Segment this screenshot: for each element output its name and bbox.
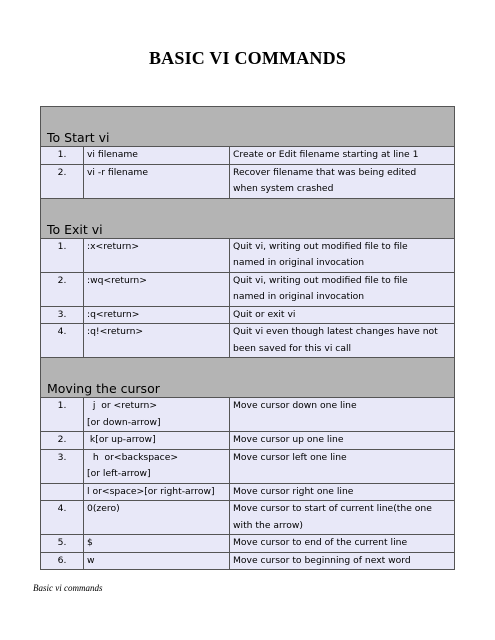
command-text: w	[87, 554, 95, 566]
description-cell	[230, 432, 455, 450]
row-number: 2.	[41, 432, 84, 450]
description-text: Move cursor down one line	[233, 400, 357, 411]
command-text: [or down-arrow]	[87, 416, 161, 428]
table-row	[41, 272, 455, 306]
description-text: Quit vi, writing out modified file to file	[233, 240, 408, 252]
command-cell	[84, 432, 230, 450]
command-cell	[84, 147, 230, 165]
command-text: k[or up-arrow]	[87, 434, 156, 445]
table-row	[41, 432, 455, 450]
table-row	[41, 306, 455, 324]
table-row	[41, 552, 455, 570]
description-cell	[230, 535, 455, 553]
row-number: 4.	[41, 501, 84, 535]
table-row	[41, 398, 455, 432]
description-text: Move cursor to beginning of next word	[233, 554, 411, 566]
description-cell	[230, 272, 455, 306]
description-text: Move cursor left one line	[233, 451, 347, 463]
command-text: vi -r filename	[87, 166, 148, 178]
command-text: l or<space>[or right-arrow]	[87, 485, 215, 497]
row-number: 1.	[41, 147, 84, 165]
description-cell	[230, 449, 455, 483]
description-text: Move cursor to end of the current line	[233, 537, 408, 548]
table-row	[41, 324, 455, 358]
description-text: with the arrow)	[233, 519, 303, 531]
row-number: 3.	[41, 306, 84, 324]
description-cell	[230, 147, 455, 165]
command-text: :q!<return>	[87, 326, 144, 337]
description-cell	[230, 398, 455, 432]
description-cell	[230, 306, 455, 324]
description-text: Quit vi even though latest changes have not	[233, 326, 438, 337]
command-cell	[84, 398, 230, 432]
command-text: vi filename	[87, 149, 138, 160]
table-row	[41, 449, 455, 483]
command-cell	[84, 501, 230, 535]
section-heading: Moving the cursor	[41, 358, 455, 398]
row-number: 6.	[41, 552, 84, 570]
description-text: been saved for this vi call	[233, 342, 352, 354]
description-text: Move cursor up one line	[233, 434, 344, 445]
row-number: 3.	[41, 449, 84, 483]
command-text: :wq<return>	[87, 274, 147, 286]
row-number	[41, 483, 84, 501]
description-cell	[230, 483, 455, 501]
row-number: 2.	[41, 272, 84, 306]
section-header	[41, 358, 455, 398]
table-row	[41, 238, 455, 272]
description-cell	[230, 501, 455, 535]
command-cell	[84, 324, 230, 358]
row-number: 1.	[41, 398, 84, 432]
command-cell	[84, 552, 230, 570]
command-text: j or <return>	[87, 400, 158, 411]
description-cell	[230, 324, 455, 358]
command-cell	[84, 535, 230, 553]
commands-table	[40, 106, 455, 570]
row-number: 1.	[41, 238, 84, 272]
description-text: Create or Edit filename starting at line 1	[233, 149, 419, 160]
command-text: $	[87, 537, 93, 548]
row-number: 2.	[41, 164, 84, 198]
description-text: Recover filename that was being edited	[233, 166, 417, 178]
description-cell	[230, 552, 455, 570]
command-cell	[84, 272, 230, 306]
command-text: 0(zero)	[87, 503, 120, 514]
row-number: 4.	[41, 324, 84, 358]
command-cell	[84, 449, 230, 483]
table-row	[41, 164, 455, 198]
section-header	[41, 107, 455, 147]
section-heading: To Exit vi	[41, 198, 455, 238]
table-row	[41, 501, 455, 535]
command-text: [or left-arrow]	[87, 468, 151, 479]
command-cell	[84, 483, 230, 501]
section-heading: To Start vi	[41, 107, 455, 147]
description-cell	[230, 164, 455, 198]
command-text: :x<return>	[87, 240, 140, 252]
command-text: h or<backspace>	[87, 451, 179, 463]
description-text: when system crashed	[233, 183, 334, 194]
description-text: Quit or exit vi	[233, 308, 296, 320]
page-footer: Basic vi commands	[33, 583, 103, 593]
command-text: :q<return>	[87, 308, 140, 320]
row-number: 5.	[41, 535, 84, 553]
command-cell	[84, 164, 230, 198]
table-row	[41, 147, 455, 165]
description-cell	[230, 238, 455, 272]
description-text: Move cursor to start of current line(the one	[233, 503, 432, 514]
description-text: Move cursor right one line	[233, 485, 354, 497]
description-text: named in original invocation	[233, 257, 365, 268]
table-row	[41, 483, 455, 501]
page-title: BASIC VI COMMANDS	[148, 48, 347, 68]
description-text: named in original invocation	[233, 291, 365, 302]
section-header	[41, 198, 455, 238]
table-row	[41, 535, 455, 553]
description-text: Quit vi, writing out modified file to file	[233, 274, 408, 286]
command-cell	[84, 306, 230, 324]
command-cell	[84, 238, 230, 272]
